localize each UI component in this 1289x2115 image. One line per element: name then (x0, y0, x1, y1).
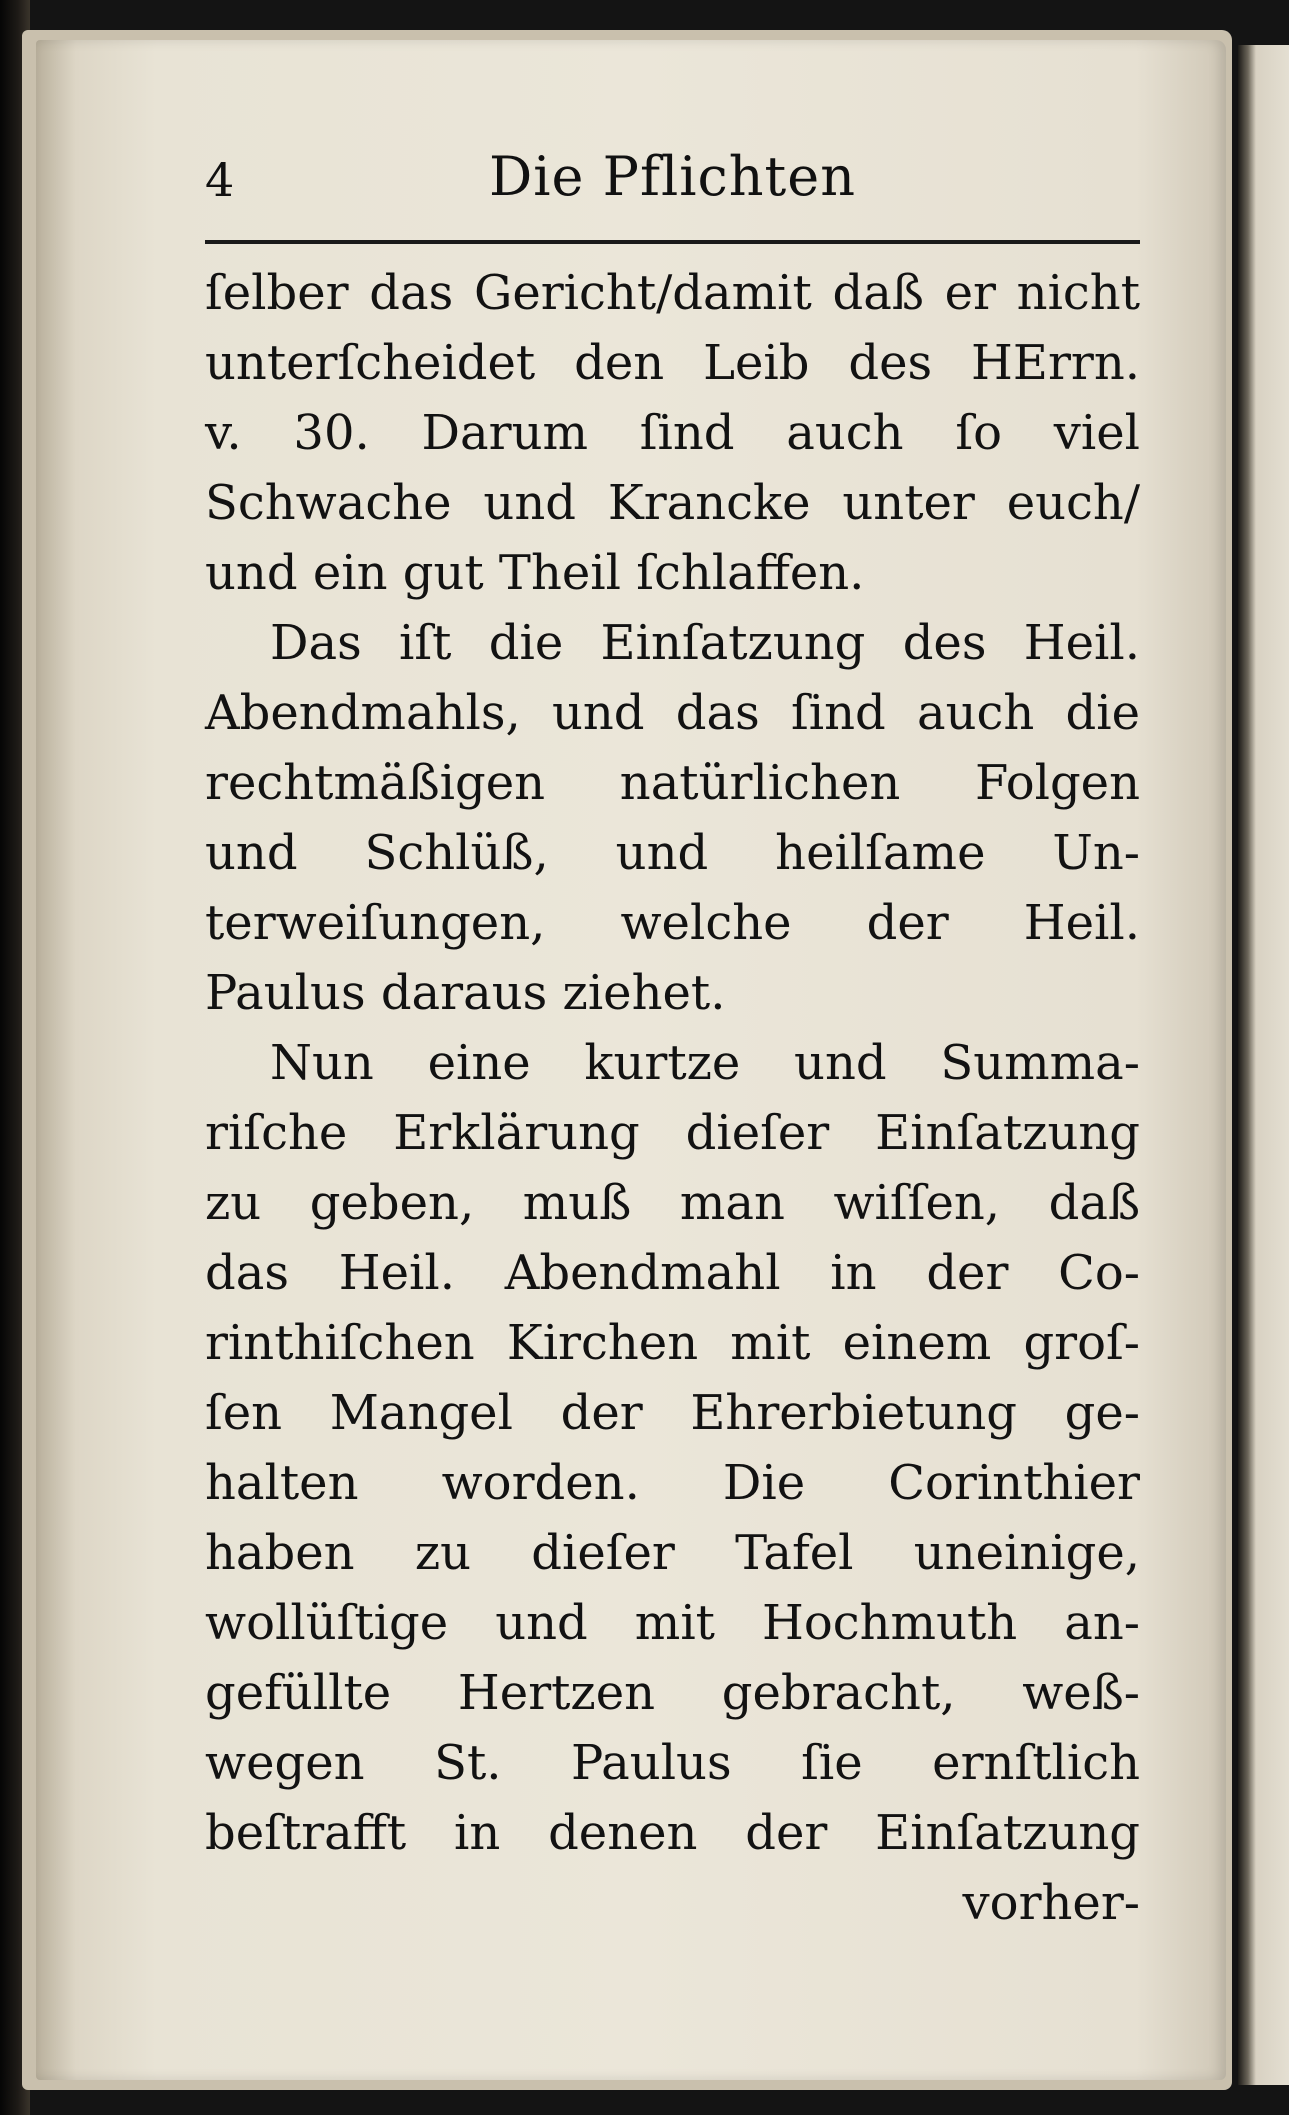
text-line: wegen St. Paulus ſie ernſtlich (205, 1735, 1140, 1791)
text-line: Nun eine kurtze und Summa- (270, 1035, 1140, 1091)
text-line: Paulus daraus ziehet. (205, 965, 726, 1021)
text-line: ſelber das Gericht/damit daß er nicht (205, 265, 1140, 321)
page-number: 4 (205, 153, 235, 207)
text-line: riſche Erklärung dieſer Einſatzung (205, 1105, 1140, 1161)
text-line: Das iſt die Einſatzung des Heil. (270, 615, 1140, 671)
text-line: ſen Mangel der Ehrerbietung ge- (205, 1385, 1140, 1441)
text-line: terweiſungen, welche der Heil. (205, 895, 1140, 951)
text-line: wollüſtige und mit Hochmuth an- (205, 1595, 1140, 1651)
running-head: Die Pflichten (488, 145, 856, 208)
body-text (205, 258, 1140, 1938)
catchword: vorher- (962, 1875, 1140, 1931)
text-line: gefüllte Hertzen gebracht, weß- (205, 1665, 1140, 1721)
text-line: halten worden. Die Corinthier (205, 1455, 1140, 1511)
text-line: rinthiſchen Kirchen mit einem groſ- (205, 1315, 1140, 1371)
page-header (205, 145, 1140, 225)
text-line: haben zu dieſer Tafel uneinige, (205, 1525, 1140, 1581)
text-line: Schwache und Krancke unter euch/ (205, 475, 1140, 531)
text-line: das Heil. Abendmahl in der Co- (205, 1245, 1140, 1301)
header-rule (205, 240, 1140, 244)
text-line: zu geben, muß man wiſſen, daß (205, 1175, 1140, 1231)
text-line: v. 30. Darum ſind auch ſo viel (205, 405, 1140, 461)
text-line: Abendmahls, und das ſind auch die (205, 685, 1140, 741)
text-line: und Schlüß, und heilſame Un- (205, 825, 1140, 881)
text-line: rechtmäßigen natürlichen Folgen (205, 755, 1140, 811)
text-line: und ein gut Theil ſchlaffen. (205, 545, 865, 601)
facing-page-edge (1238, 45, 1289, 2085)
text-line: beſtrafft in denen der Einſatzung (205, 1805, 1140, 1861)
text-line: unterſcheidet den Leib des HErrn. (205, 335, 1140, 391)
